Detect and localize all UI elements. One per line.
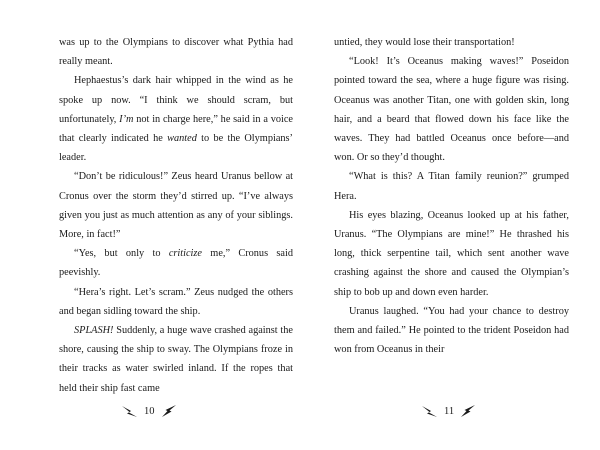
right-page-footer [422,401,476,421]
text-run: me,” Cronus said peevishly. [59,248,293,279]
paragraph [59,71,293,167]
paragraph [59,283,293,321]
text-run: not in charge here,” he said in a voice that clearly indicated he [59,113,293,145]
lightning-bolt-icon [122,404,138,418]
text-run: Hephaestus’s dark hair whipped in the wind as he spoke up now. “I think we should scram, but unfortunately, [59,75,293,125]
text-run: His eyes blazing, Oceanus looked up at his father, Uranus. “The Olympians are mine!” He thrashed his long, thick serpentine tail, which sent another wave crashing against the shore and caused the Olympian’s ship to bob up and down even harder. [334,209,569,298]
paragraph [334,52,569,167]
lightning-bolt-icon [422,404,438,418]
page-number: 10 [144,405,155,417]
text-run: Uranus laughed. “You had your chance to destroy them and failed.” He pointed to the trident Poseidon had won from Oceanus in their [334,305,569,356]
left-page [59,33,293,398]
paragraph [334,33,569,52]
text-run: “Look! It’s Oceanus making waves!” Poseidon pointed toward the sea, where a huge figure was rising. Oceanus was another Titan, one with golden skin, long hair, and a beard that flowed down his face like the waves. They had battled Oceanus once before—and won. Or so they’d thought. [334,56,569,164]
left-page-footer [122,401,177,421]
paragraph [334,167,569,205]
text-run: “Hera’s right. Let’s scram.” Zeus nudged the others and began sidling toward the ship. [59,286,293,317]
italic-text: I’m [119,113,134,125]
italic-text: criticize [168,248,202,260]
lightning-bolt-icon [460,404,476,418]
text-run: “What is this? A Titan family reunion?” grumped Hera. [334,171,569,202]
lightning-bolt-icon [161,404,177,418]
italic-text: SPLASH! [74,325,114,337]
text-run: untied, they would lose their transportation! [334,37,515,48]
paragraph [59,321,293,398]
page-number: 11 [444,405,455,417]
text-run: “Yes, but only to [74,248,169,260]
paragraph [59,167,293,244]
text-run: was up to the Olympians to discover what Pythia had really meant. [59,37,293,68]
text-run: Suddenly, a huge wave crashed against the shore, causing the ship to sway. The Olympians froze in their tracks as water swirled inland. If the ropes that held their ship fast came [59,325,293,394]
paragraph [334,206,569,302]
right-page [334,33,569,359]
text-run: “Don’t be ridiculous!” Zeus heard Uranus bellow at Cronus over the storm they’d stirred up. “I’ve always given you just as much attention as any of your siblings. More, in fact!” [59,171,293,241]
text-run: to be the Olympians’ leader. [59,133,293,164]
paragraph [59,244,293,282]
italic-text: wanted [167,133,197,145]
paragraph [334,302,569,360]
paragraph [59,33,293,71]
